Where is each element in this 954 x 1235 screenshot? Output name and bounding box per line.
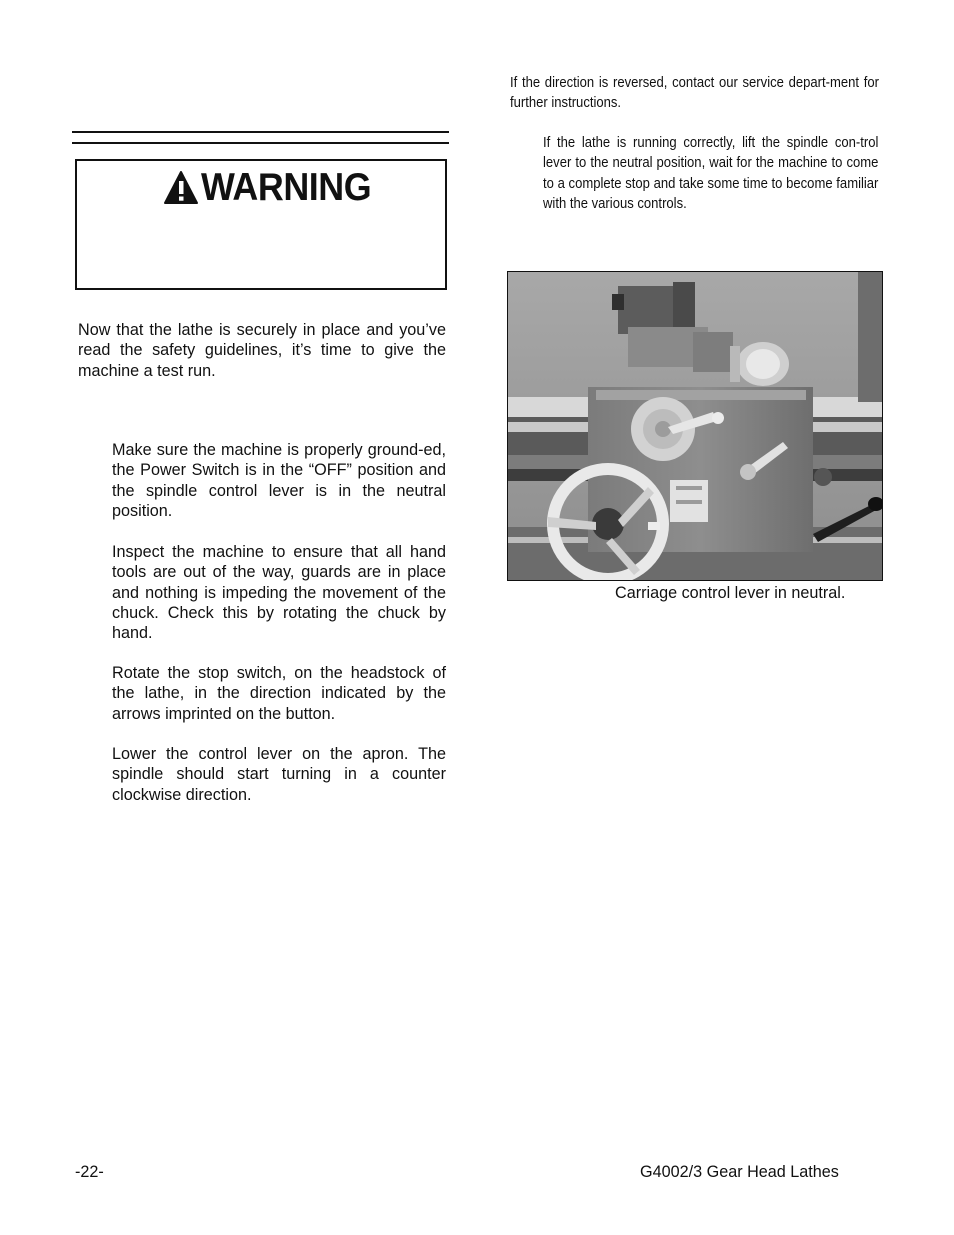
step-1: Make sure the machine is properly ground-ed, the Power Switch is in the “OFF” position and the spindle control lever is in the neutral position. — [112, 441, 446, 520]
warning-triangle-icon — [163, 170, 199, 206]
step-2: Inspect the machine to ensure that all hand tools are out of the way, guards are in place and nothing is impeding the movement of the chuck. Check this by rotating the chuck by hand. — [112, 543, 446, 643]
lathe-carriage-illustration — [508, 272, 883, 581]
warning-title: WARNING — [201, 166, 372, 209]
manual-title: G4002/3 Gear Head Lathes — [640, 1163, 839, 1181]
step-5: If the lathe is running correctly, lift the spindle con-trol lever to the neutral position, wait for the machine to come to a complete stop and take some time to become familiar with the various controls. — [543, 134, 879, 212]
intro-paragraph: Now that the lathe is securely in place and you’ve read the safety guidelines, it’s time to give the machine a test run. — [78, 321, 446, 380]
page-number: -22- — [75, 1163, 104, 1181]
warning-header — [163, 165, 386, 211]
step-4: Lower the control lever on the apron. The spindle should start turning in a counter clockwise direction. — [112, 745, 446, 804]
section-rule-top — [72, 131, 449, 133]
figure-caption: Carriage control lever in neutral. — [615, 584, 846, 602]
warning-box — [75, 159, 447, 290]
section-rule-bottom — [72, 142, 449, 144]
reverse-direction-note: If the direction is reversed, contact our service depart-ment for further instructions. — [510, 74, 879, 112]
step-3: Rotate the stop switch, on the headstock of the lathe, in the direction indicated by the arrows imprinted on the button. — [112, 664, 446, 723]
carriage-photo — [507, 271, 883, 581]
